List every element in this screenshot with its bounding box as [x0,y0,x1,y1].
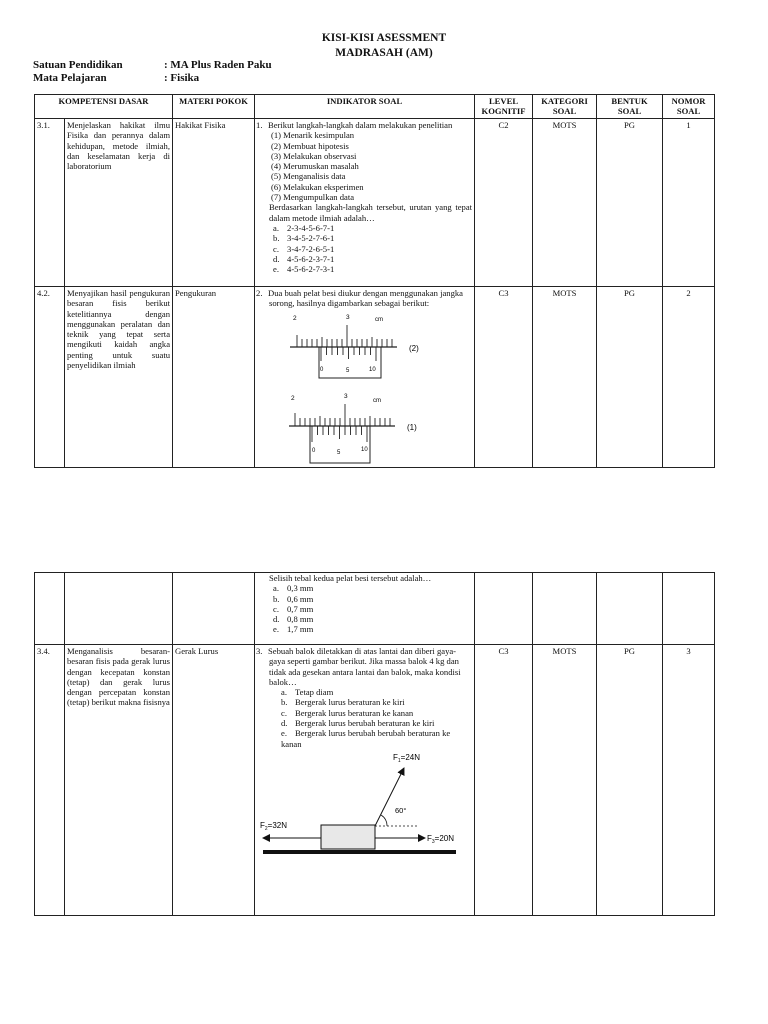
answer-option: b. 0,6 mm [273,593,314,604]
kisi-kisi-table-page1 [34,94,715,468]
list-item: (1) Menarik kesimpulan [271,130,355,141]
table-row [35,287,715,468]
floor [263,850,456,854]
answer-option: d. Bergerak lurus berubah beraturan ke kiri [281,718,435,729]
table-header-row [35,95,715,119]
nomor-soal: 1 [663,119,715,287]
vernier-caliper-2 [290,314,419,378]
main-scale-label-3: 3 [346,313,350,321]
materi-pokok: Gerak Lurus [173,645,255,916]
col-nomor-soal: NOMOR SOAL [663,95,715,119]
col-indikator-soal: INDIKATOR SOAL [255,95,475,119]
col-level-kognitif: LEVEL KOGNITIF [475,95,533,119]
indikator-soal [255,573,475,645]
list-item: (2) Membuat hipotesis [271,140,349,151]
question-intro: Berikut langkah-langkah dalam melakukan penelitian [268,120,453,130]
kisi-kisi-table-page2 [34,572,715,916]
col-bentuk-soal: BENTUK SOAL [597,95,663,119]
force-f1-label: $F_1=24N$ [393,752,421,764]
force-diagram [257,749,473,857]
kd-number: 3.1. [35,119,65,287]
kategori-soal: MOTS [533,119,597,287]
angle-label: 60° [395,805,407,815]
bentuk-soal [597,573,663,645]
angle-arc [381,815,387,826]
bentuk-soal: PG [597,287,663,468]
bentuk-soal: PG [597,119,663,287]
table-row [35,119,715,287]
kd-text: Menganalisis besaran-besaran fisis pada gerak lurus dengan kecepatan konstan (tetap) dan gerak lurus dengan percepatan konstan (tetap) berikut makna fisisnya [65,645,173,916]
level-kognitif: C2 [475,119,533,287]
vernier-label-10: 10 [369,366,376,373]
col-kategori-soal: KATEGORI SOAL [533,95,597,119]
satuan-pendidikan-label: Satuan Pendidikan [33,59,123,71]
force-f1-arrow [375,768,407,826]
answer-option: e. 4-5-6-2-7-3-1 [273,264,335,275]
vernier-label-0: 0 [312,447,316,454]
question-number: 1. [256,120,263,130]
col-kompetensi-dasar: KOMPETENSI DASAR [35,95,173,119]
answer-option: b. Bergerak lurus beraturan ke kiri [281,697,405,708]
unit-label: cm [375,316,384,323]
main-scale-label-3: 3 [344,392,348,400]
main-scale-label-2: 2 [293,314,297,322]
nomor-soal: 3 [663,645,715,916]
kd-number [35,573,65,645]
satuan-pendidikan-row [33,59,272,72]
list-item: (6) Melakukan eksperimen [271,181,364,192]
vernier-caliper-1 [289,393,417,463]
answer-option: b. 3-4-5-2-7-6-1 [273,233,335,244]
caliper-tag: (2) [409,343,419,353]
list-item: (3) Melakukan observasi [271,150,357,161]
question-text: Selisih tebal kedua pelat besi tersebut adalah… [269,573,432,583]
document-title-line1: KISI-KISI ASESSMENT [321,32,447,44]
table-row [35,573,715,645]
mata-pelajaran-value: : Fisika [164,72,200,84]
answer-option: e. 1,7 mm [273,624,314,635]
answer-options [269,223,472,274]
mata-pelajaran-row [33,72,199,85]
materi-pokok: Hakikat Fisika [173,119,255,287]
block [321,825,375,849]
kategori-soal: MOTS [533,645,597,916]
indikator-soal [255,645,475,916]
vernier-label-0: 0 [320,366,324,373]
kategori-soal [533,573,597,645]
list-item: (4) Merumuskan masalah [271,161,359,172]
answer-option: c. 0,7 mm [273,603,314,614]
kd-text [65,573,173,645]
force-f3-label: $F_3=20N$ [427,833,455,845]
answer-options [269,583,472,634]
vernier-label-5: 5 [346,367,350,374]
level-kognitif: C3 [475,287,533,468]
answer-option: d. 4-5-6-2-3-7-1 [273,253,335,264]
nomor-soal: 2 [663,287,715,468]
kd-number: 4.2. [35,287,65,468]
satuan-pendidikan-value: : MA Plus Raden Paku [164,59,272,71]
mata-pelajaran-label: Mata Pelajaran [33,72,107,84]
document-title-line2: MADRASAH (AM) [335,47,433,59]
kd-number: 3.4. [35,645,65,916]
table-row [35,645,715,916]
question-text: Sebuah balok diletakkan di atas lantai dan diberi gaya-gaya seperti gambar berikut. Jika massa balok 4 kg dan tidak ada gesekan antara lantai dan balok, maka kondisi balok… [268,646,461,687]
caliper-tag: (1) [407,422,417,432]
question-text: Dua buah pelat besi diukur dengan menggunakan jangka sorong, hasilnya digambarkan sebagai berikut: [268,288,463,309]
answer-option: e. Bergerak lurus berubah berubah beraturan ke kanan [281,728,451,749]
answer-option: a. 0,3 mm [273,583,314,594]
materi-pokok [173,573,255,645]
answer-options [269,687,472,749]
materi-pokok: Pengukuran [173,287,255,468]
main-scale-label-2: 2 [291,394,295,402]
nomor-soal [663,573,715,645]
indikator-soal [255,119,475,287]
col-materi-pokok: MATERI POKOK [173,95,255,119]
force-f2-label: $F_2=32N$ [260,820,288,832]
vernier-label-5: 5 [337,449,341,456]
vernier-label-10: 10 [361,446,368,453]
step-list [269,130,472,202]
answer-option: a. 2-3-4-5-6-7-1 [273,222,335,233]
kd-text: Menjelaskan hakikat ilmu Fisika dan perannya dalam kehidupan, metode ilmiah, dan keselamatan kerja di laboratorium [65,119,173,287]
question-number: 2. [256,288,263,298]
answer-option: c. Bergerak lurus beraturan ke kanan [281,707,414,718]
question-number: 3. [256,646,263,656]
level-kognitif [475,573,533,645]
question-text: Berdasarkan langkah-langkah tersebut, urutan yang tepat dalam metode ilmiah adalah… [269,202,473,223]
level-kognitif: C3 [475,645,533,916]
list-item: (5) Menganalisis data [271,171,346,182]
answer-option: c. 3-4-7-2-6-5-1 [273,243,335,254]
answer-option: a. Tetap diam [281,687,334,698]
kd-text: Menyajikan hasil pengukuran besaran fisis berikut ketelitiannya dengan menggunakan peralatan dan teknik yang tepat serta mengikuti kaidah angka penting untuk suatu penyelidikan ilmiah [65,287,173,468]
unit-label: cm [373,397,382,404]
list-item: (7) Mengumpulkan data [271,192,355,203]
vernier-caliper-diagram [257,309,473,465]
indikator-soal [255,287,475,468]
answer-option: d. 0,8 mm [273,614,314,625]
bentuk-soal: PG [597,645,663,916]
kategori-soal: MOTS [533,287,597,468]
